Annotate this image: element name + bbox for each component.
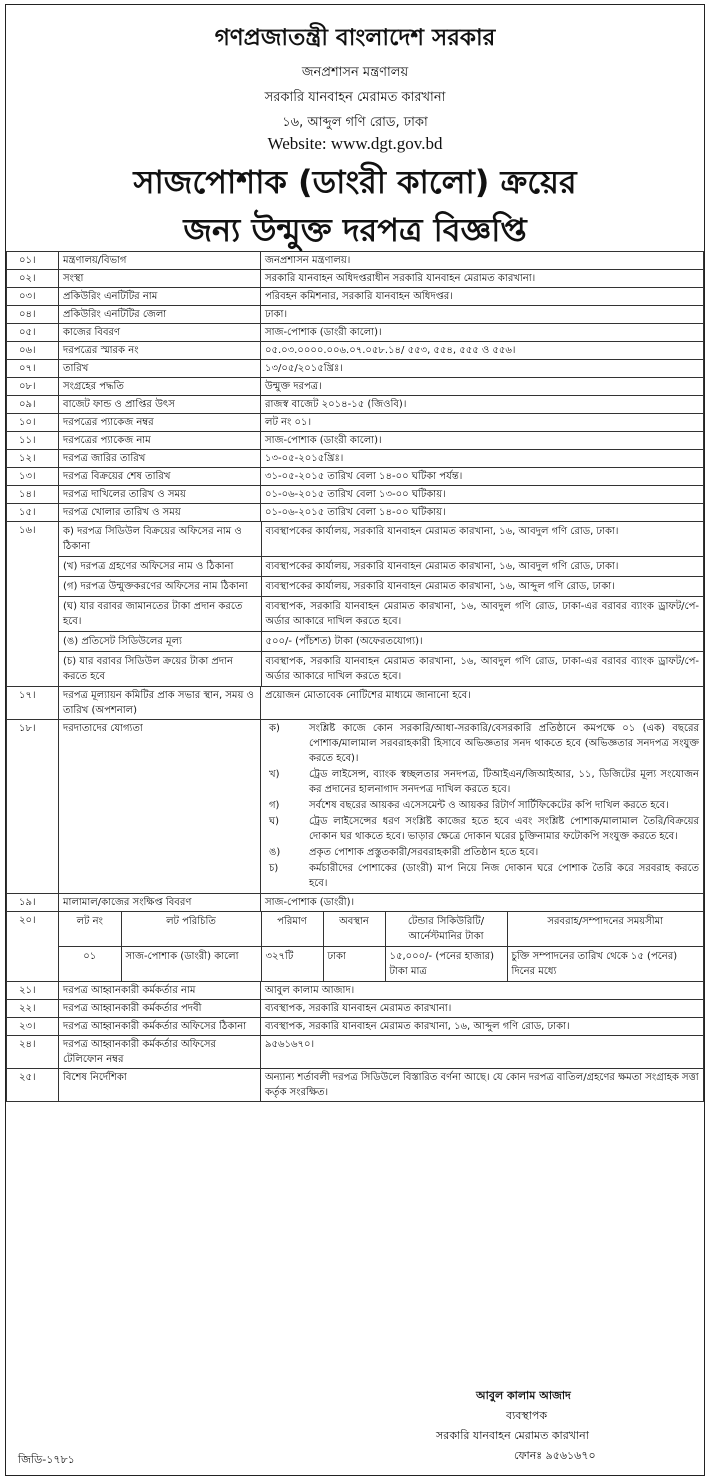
table-row [7, 504, 704, 522]
lot-column-header: লট নং [59, 912, 121, 947]
ministry-name: জনপ্রশাসন মন্ত্রণালয় [301, 65, 409, 80]
row-label: দরপত্র খোলার তারিখ ও সময় [59, 504, 261, 522]
row-value: ব্যবস্থাপক, সরকারি যানবাহন মেরামত কারখানা, ১৬, আব্দুল গণি রোড, ঢাকা। [261, 1018, 704, 1036]
row-number: ২৫। [7, 1069, 59, 1102]
subitem-label: (ঙ) প্রতিসেট সিডিউলের মূল্য [59, 632, 261, 652]
signatory-title: ব্যবস্থাপক [506, 1409, 548, 1422]
table-row [7, 252, 704, 270]
row-number: ২৩। [7, 1018, 59, 1036]
subitem-row [59, 597, 703, 632]
row-number: ১৩। [7, 468, 59, 486]
qualification-marker: খ) [269, 769, 280, 780]
row-label: দরপত্র আহ্বানকারী কর্মকর্তার পদবী [59, 1000, 261, 1018]
row-number: ০১। [7, 252, 59, 270]
table-row-16 [7, 522, 704, 687]
lot-table [59, 912, 703, 981]
row-value: উন্মুক্ত দরপত্র। [261, 378, 704, 396]
table-row [7, 342, 704, 360]
subitem-row [59, 652, 703, 687]
row-number: ১৯। [7, 894, 59, 912]
lot-column-header: টেন্ডার সিকিউরিটি/ আর্নেস্টমানির টাকা [385, 912, 507, 947]
table-row-19 [7, 894, 704, 912]
row-value: ০১-০৬-২০১৫ তারিখ বেলা ১৪-০০ ঘটিকায়। [261, 504, 704, 522]
signatory-org: সরকারি যানবাহন মেরামত কারখানা [436, 1429, 589, 1442]
subitem-label: (গ) দরপত্র উন্মুক্তকরণের অফিসের নাম ঠিকানা [59, 577, 261, 597]
row-value: জনপ্রশাসন মন্ত্রণালয়। [261, 252, 704, 270]
row-number: ০৯। [7, 396, 59, 414]
notice-title-line1: সাজপোশাক (ডাংরী কালো) ক্রয়ের [133, 163, 577, 201]
row-label: দরপত্র আহ্বানকারী কর্মকর্তার নাম [59, 982, 261, 1000]
row-label: দরপত্র বিক্রয়ের শেষ তারিখ [59, 468, 261, 486]
row-label: দরপত্র দাখিলের তারিখ ও সময় [59, 486, 261, 504]
row-value: সরকারি যানবাহন অধিদপ্তরাধীন সরকারি যানবাহন মেরামত কারখানা। [261, 270, 704, 288]
qualification-text: ট্রেড লাইসেন্সের ধরণ সংশ্লিষ্ট কাজের হতে হবে এবং সংশ্লিষ্ট পোশাক/মালামাল তৈরি/বিক্রয়ের দোকান ঘর থাকতে হবে। ভাড়ার ক্ষেত্রে দোকান ঘরের চুক্তিনামার ফটোকপি সংযুক্ত করতে হবে। [309, 816, 699, 842]
row-value: রাজস্ব বাজেট ২০১৪-১৫ (জিওবি)। [261, 396, 704, 414]
subitem-label: (চ) যার বরাবর সিডিউল ক্রয়ের টাকা প্রদান করতে হবে [59, 652, 261, 687]
lot-cell: সাজ-পোশাক (ডাংরী) কালো [121, 947, 261, 982]
row-number: ০২। [7, 270, 59, 288]
row-value: অন্যান্য শর্তাবলী দরপত্র সিডিউলে বিস্তারিত বর্ণনা আছে। যে কোন দরপত্র বাতিল/গ্রহণের ক্ষমতা সংগ্রাহক সত্তা কর্তৃক সংরক্ষিত। [261, 1069, 704, 1102]
organization-name: সরকারি যানবাহন মেরামত কারখানা [264, 90, 446, 105]
row-value: সাজ-পোশাক (ডাংরী)। [261, 894, 704, 912]
table-row-18 [7, 720, 704, 894]
lot-cell: ঢাকা [323, 947, 385, 982]
row-value: ১৩/০৫/২০১৫খ্রিঃ। [261, 360, 704, 378]
row-number: ০৫। [7, 324, 59, 342]
row-number: ২২। [7, 1000, 59, 1018]
row-number: ১৫। [7, 504, 59, 522]
qualification-marker: ক) [269, 723, 280, 734]
table-row [7, 1018, 704, 1036]
table-row [7, 1069, 704, 1102]
tender-notice-page [5, 4, 705, 1476]
subitem-label: (ঘ) যার বরাবর জামানতের টাকা প্রদান করতে হবে। [59, 597, 261, 632]
table-row [7, 1000, 704, 1018]
row-number: ০৮। [7, 378, 59, 396]
qualification-text: কর্মচারীদের পোশাকের (ডাংরী) মাপ নিয়ে নিজ দোকান ঘরে পোশাক তৈরি করে সরবরাহ করতে হবে। [309, 863, 699, 889]
row-value: ১৩-০৫-২০১৫খ্রিঃ। [261, 450, 704, 468]
qualification-marker: ঙ) [269, 847, 281, 858]
row-number: ১৪। [7, 486, 59, 504]
qualification-text: সর্বশেষ বছরের আয়কর এসেসমেন্ট ও আয়কর রিটার্ণ সার্টিফিকেটের কপি দাখিল করতে হবে। [309, 800, 669, 811]
row-value: ৩১-০৫-২০১৫ তারিখ বেলা ১৪-০০ ঘটিকা পর্যন্ত। [261, 468, 704, 486]
row-number: ০৭। [7, 360, 59, 378]
row-number: ১২। [7, 450, 59, 468]
table-row [7, 306, 704, 324]
row-label: সংস্থা [59, 270, 261, 288]
row-value: প্রয়োজন মোতাবেক নোটিশের মাধ্যমে জানানো হবে। [261, 687, 704, 720]
table-row [7, 324, 704, 342]
qualification-item [265, 861, 699, 891]
row-value: ৯৫৬১৬৭০। [261, 1036, 704, 1069]
lot-column-header: অবস্থান [323, 912, 385, 947]
subitem-value: ব্যবস্থাপকের কার্যালয়, সরকারি যানবাহন মেরামত কারখানা, ১৬, আব্দুল গণি রোড, ঢাকা। [261, 577, 703, 597]
row-label: দরপত্রের প্যাকেজ নাম [59, 432, 261, 450]
table-row [7, 982, 704, 1000]
subitem-value: ব্যবস্থাপকের কার্যালয়, সরকারি যানবাহন মেরামত কারখানা, ১৬, আবদুল গণি রোড, ঢাকা। [261, 557, 703, 577]
row-number: ০৬। [7, 342, 59, 360]
signatory-name: আবুল কালাম আজাদ [476, 1389, 571, 1402]
table-row [7, 432, 704, 450]
row-label: দরপত্রের স্মারক নং [59, 342, 261, 360]
row-label: দরপত্র জারির তারিখ [59, 450, 261, 468]
table-row [7, 468, 704, 486]
table-row-17 [7, 687, 704, 720]
row-number: ১৮। [7, 720, 59, 894]
row-number: ১৭। [7, 687, 59, 720]
qualification-text: সংশ্লিষ্ট কাজে কোন সরকারি/আধা-সরকারি/বেসরকারি প্রতিষ্ঠানে কমপক্ষে ০১ (এক) বছরের পোশাক/মালামাল সরবরাহকারী হিসাবে অভিজ্ঞতার সনদ থাকতে হবে (অভিজ্ঞতার সনদপত্র সংযুক্ত করতে হবে)। [309, 723, 699, 764]
row-number: ০৪। [7, 306, 59, 324]
lot-cell: ০১ [59, 947, 121, 982]
qualification-item [265, 767, 699, 797]
row-number: ২০। [7, 912, 59, 982]
row-value: লট নং ০১। [261, 414, 704, 432]
table-row [7, 270, 704, 288]
lot-column-header: পরিমাণ [261, 912, 323, 947]
lot-cell: ১৫,০০০/- (পনের হাজার) টাকা মাত্র [385, 947, 507, 982]
subitem-value: ৫০০/- (পাঁচশত) টাকা (অফেরতযোগ্য)। [261, 632, 703, 652]
row-label: বিশেষ নির্দেশিকা [59, 1069, 261, 1102]
qualification-marker: ঘ) [269, 816, 280, 827]
qualification-marker: চ) [269, 863, 279, 874]
table-row-20 [7, 912, 704, 982]
table-row [7, 360, 704, 378]
row-value: ব্যবস্থাপক, সরকারি যানবাহন মেরামত কারখানা। [261, 1000, 704, 1018]
notice-title-line2: জন্য উন্মুক্ত দরপত্র বিজ্ঞপ্তি [183, 211, 527, 249]
row-number: ২৪। [7, 1036, 59, 1069]
qualification-item [265, 814, 699, 844]
subitem-label: (খ) দরপত্র গ্রহণের অফিসের নাম ও ঠিকানা [59, 557, 261, 577]
row-number: ২১। [7, 982, 59, 1000]
row-value: ঢাকা। [261, 306, 704, 324]
row-label: বাজেট ফান্ড ও প্রাপ্তির উৎস [59, 396, 261, 414]
table-row [7, 396, 704, 414]
row-label: প্রকিউরিং এনটিটির জেলা [59, 306, 261, 324]
row-label: মন্ত্রণালয়/বিভাগ [59, 252, 261, 270]
lot-cell: ৩২৭টি [261, 947, 323, 982]
row-value: ০১-০৬-২০১৫ তারিখ বেলা ১৩-০০ ঘটিকায়। [261, 486, 704, 504]
website-link[interactable]: Website: www.dgt.gov.bd [267, 134, 443, 153]
row-value: আবুল কালাম আজাদ। [261, 982, 704, 1000]
table-row [7, 378, 704, 396]
table-row [7, 1036, 704, 1069]
row-label: দরপত্রের প্যাকেজ নম্বর [59, 414, 261, 432]
subitem-row [59, 577, 703, 597]
row-number: ১০। [7, 414, 59, 432]
lot-column-header: লট পরিচিতি [121, 912, 261, 947]
subitem-label: ক) দরপত্র সিডিউল বিক্রয়ের অফিসের নাম ও ঠিকানা [59, 522, 261, 557]
subitem-row [59, 557, 703, 577]
government-title: গণপ্রজাতন্ত্রী বাংলাদেশ সরকার [214, 25, 496, 51]
row-value: ০৫.০৩.০০০০.০০৬.০৭.০৫৮.১৪/ ৫৫৩, ৫৫৪, ৫৫৫ ও ৫৫৬। [261, 342, 704, 360]
row-label: মালামাল/কাজের সংক্ষিপ্ত বিবরণ [59, 894, 261, 912]
table-row [7, 486, 704, 504]
row-label: দরপত্র আহ্বানকারী কর্মকর্তার অফিসের ঠিকানা [59, 1018, 261, 1036]
row-label: সংগ্রহের পদ্ধতি [59, 378, 261, 396]
row-label: প্রকিউরিং এনটিটির নাম [59, 288, 261, 306]
qualification-item [265, 798, 699, 813]
subitem-value: ব্যবস্থাপক, সরকারি যানবাহন মেরামত কারখানা, ১৬, আবদুল গণি রোড, ঢাকা-এর বরাবর ব্যাংক ড্রাফট/পে-অর্ডার আকারে দাখিল করতে হবে। [261, 597, 703, 632]
table-row [7, 288, 704, 306]
subitem-row [59, 522, 703, 557]
lot-header-row [59, 912, 703, 947]
row-value: সাজ-পোশাক (ডাংরী কালো)। [261, 324, 704, 342]
lot-cell: চুক্তি সম্পাদনের তারিখ থেকে ১৫ (পনের) দিনের মধ্যে [507, 947, 703, 982]
footer-code: জিডি-১৭৮১ [18, 1453, 75, 1466]
organization-address: ১৬, আব্দুল গণি রোড, ঢাকা [282, 115, 428, 130]
subitem-value: ব্যবস্থাপকের কার্যালয়, সরকারি যানবাহন মেরামত কারখানা, ১৬, আবদুল গণি রোড, ঢাকা। [261, 522, 703, 557]
row-number: ১৬। [7, 522, 59, 687]
qualification-list [261, 720, 704, 894]
row-label: দরপত্র আহ্বানকারী কর্মকর্তার অফিসের টেলিফোন নম্বর [59, 1036, 261, 1069]
row-label: দরপত্র মূল্যায়ন কমিটির প্রাক সভার স্থান, সময় ও তারিখ (অপশনাল) [59, 687, 261, 720]
qualification-text: ট্রেড লাইসেন্স, ব্যাংক স্বচ্ছলতার সনদপত্র, টিআইএন/জিআইআর, ১১, ডিজিটের মূল্য সংযোজন কর প্রদানের হালনাগাদ সনদপত্র দাখিল করতে হবে। [309, 769, 699, 795]
row-label: দরদাতাদের যোগ্যতা [59, 720, 261, 894]
qualification-marker: গ) [269, 800, 280, 811]
row-number: ০৩। [7, 288, 59, 306]
row-label: কাজের বিবরণ [59, 324, 261, 342]
qualification-item [265, 845, 699, 860]
table-row [7, 450, 704, 468]
lot-column-header: সরবরাহ/সম্পাদনের সময়সীমা [507, 912, 703, 947]
row-label: তারিখ [59, 360, 261, 378]
lot-data-row [59, 947, 703, 982]
table-row [7, 414, 704, 432]
subitem-row [59, 632, 703, 652]
row16-subtable [59, 522, 703, 686]
row-number: ১১। [7, 432, 59, 450]
qualification-text: প্রকৃত পোশাক প্রস্তুতকারী/সরবরাহকারী প্রতিষ্ঠান হতে হবে। [309, 847, 539, 858]
qualification-item [265, 721, 699, 766]
tender-details-table [6, 251, 704, 1102]
row-value: পরিবহন কমিশনার, সরকারি যানবাহন অধিদপ্তর। [261, 288, 704, 306]
signatory-phone: ফোনঃ ৯৫৬১৬৭০ [514, 1449, 596, 1462]
subitem-value: ব্যবস্থাপক, সরকারি যানবাহন মেরামত কারখানা, ১৬, আবদুল গণি রোড, ঢাকা-এর বরাবর ব্যাংক ড্রাফট/পে-অর্ডার আকারে দাখিল করতে হবে। [261, 652, 703, 687]
row-value: সাজ-পোশাক (ডাংরী কালো)। [261, 432, 704, 450]
